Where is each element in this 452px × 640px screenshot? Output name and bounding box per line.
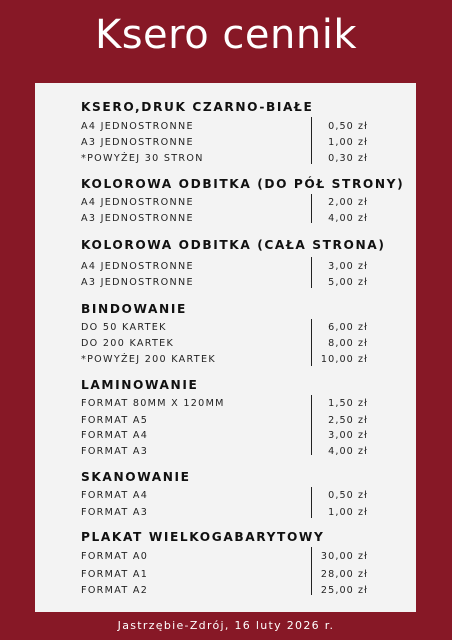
service-price: 1,00 zł: [328, 507, 368, 518]
service-label: A3 JEDNOSTRONNE: [81, 137, 194, 148]
service-label: FORMAT A1: [81, 569, 149, 580]
service-price: 2,50 zł: [328, 415, 368, 426]
section-title: LAMINOWANIE: [81, 378, 199, 392]
service-label: A3 JEDNOSTRONNE: [81, 213, 194, 224]
price-list-card: [35, 83, 416, 612]
service-price: 0,50 zł: [328, 121, 368, 132]
service-label: FORMAT A4: [81, 430, 149, 441]
price-row: [35, 490, 416, 506]
price-row: [35, 430, 416, 446]
service-price: 28,00 zł: [320, 569, 368, 580]
price-row: [35, 551, 416, 567]
service-price: 10,00 zł: [320, 354, 368, 365]
service-label: FORMAT A5: [81, 415, 149, 426]
price-row: [35, 197, 416, 213]
price-row: [35, 569, 416, 585]
section-title: SKANOWANIE: [81, 470, 191, 484]
price-row: [35, 507, 416, 523]
price-row: [35, 415, 416, 431]
service-label: FORMAT A0: [81, 551, 149, 562]
service-label: A4 JEDNOSTRONNE: [81, 261, 194, 272]
service-price: 2,00 zł: [328, 197, 368, 208]
service-price: 6,00 zł: [328, 322, 368, 333]
section-title: KOLOROWA ODBITKA (DO PÓŁ STRONY): [81, 177, 405, 191]
service-label: FORMAT A2: [81, 585, 149, 596]
page-title: Ksero cennik: [94, 12, 357, 58]
service-price: 4,00 zł: [328, 446, 368, 457]
price-row: [35, 585, 416, 601]
service-label: FORMAT A3: [81, 507, 149, 518]
footer-date-location: Jastrzębie-Zdrój, 16 luty 2026 r.: [117, 619, 335, 632]
price-row: [35, 446, 416, 462]
service-price: 25,00 zł: [320, 585, 368, 596]
price-row: [35, 322, 416, 338]
price-row: [35, 398, 416, 414]
price-row: [35, 137, 416, 153]
price-row: [35, 338, 416, 354]
service-price: 1,00 zł: [328, 137, 368, 148]
price-row: [35, 153, 416, 169]
section-title: KSERO,DRUK CZARNO-BIAŁE: [81, 100, 314, 114]
service-label: A4 JEDNOSTRONNE: [81, 121, 194, 132]
service-price: 5,00 zł: [328, 277, 368, 288]
price-row: [35, 354, 416, 370]
service-label: DO 200 KARTEK: [81, 338, 175, 349]
price-row: [35, 213, 416, 229]
price-row: [35, 121, 416, 137]
service-label: FORMAT A3: [81, 446, 149, 457]
service-label: *POWYŻEJ 200 KARTEK: [81, 354, 216, 365]
service-price: 30,00 zł: [320, 551, 368, 562]
service-price: 1,50 zł: [328, 398, 368, 409]
service-price: 3,00 zł: [328, 261, 368, 272]
service-label: *POWYŻEJ 30 STRON: [81, 153, 204, 164]
price-row: [35, 277, 416, 293]
service-label: FORMAT 80MM X 120MM: [81, 398, 225, 409]
section-title: KOLOROWA ODBITKA (CAŁA STRONA): [81, 238, 386, 252]
service-price: 0,50 zł: [328, 490, 368, 501]
service-label: FORMAT A4: [81, 490, 149, 501]
price-row: [35, 261, 416, 277]
service-label: A4 JEDNOSTRONNE: [81, 197, 194, 208]
service-price: 3,00 zł: [328, 430, 368, 441]
service-price: 0,30 zł: [328, 153, 368, 164]
service-label: A3 JEDNOSTRONNE: [81, 277, 194, 288]
service-price: 8,00 zł: [328, 338, 368, 349]
service-price: 4,00 zł: [328, 213, 368, 224]
service-label: DO 50 KARTEK: [81, 322, 167, 333]
section-title: PLAKAT WIELKOGABARYTOWY: [81, 530, 325, 544]
section-title: BINDOWANIE: [81, 302, 187, 316]
